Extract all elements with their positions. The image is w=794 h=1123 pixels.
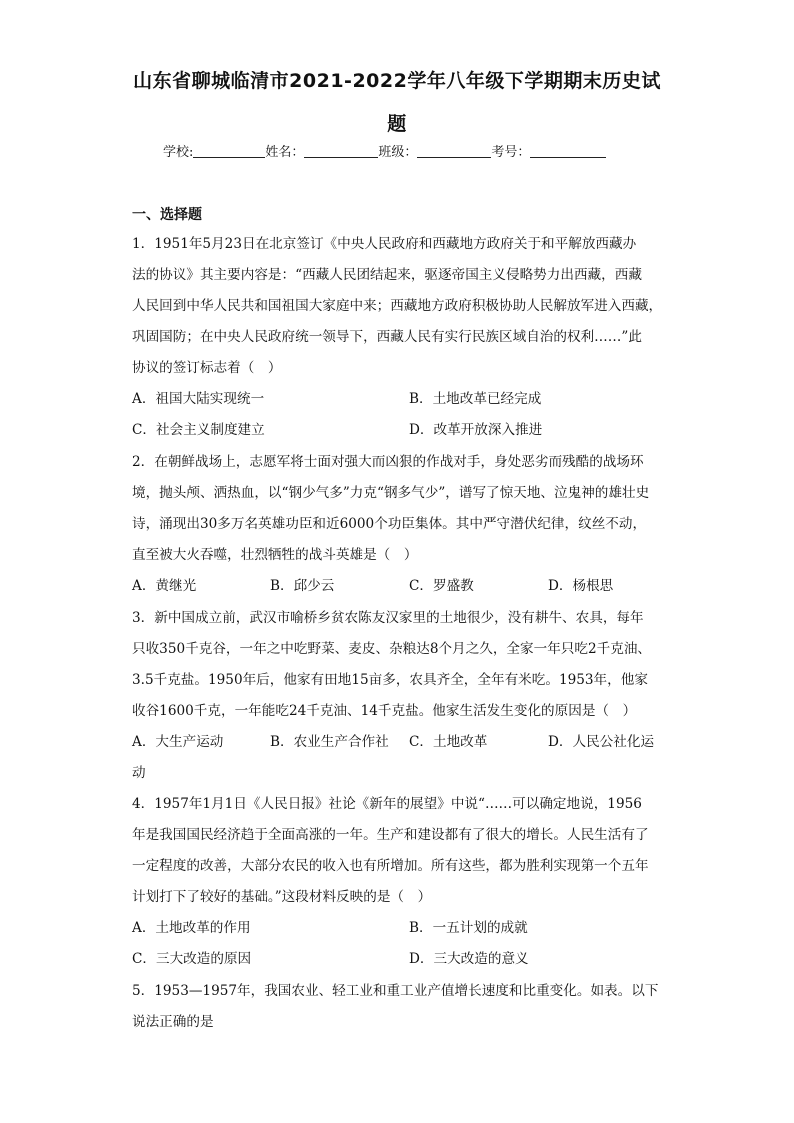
option-c[interactable]: C．三大改造的原因 [132, 951, 252, 967]
option-a[interactable]: A．祖国大陆实现统一 [132, 391, 265, 407]
question-3 [132, 603, 667, 727]
question-4-options-row-2 [132, 944, 692, 975]
option-d[interactable]: D．三大改造的意义 [409, 951, 529, 967]
option-a[interactable]: A．大生产运动 [132, 734, 224, 750]
question-line: 巩固国防；在中央人民政府统一领导下，西藏人民有实行民族区域自治的权利……”此 [132, 329, 642, 345]
section-heading: 一、选择题 [132, 207, 202, 223]
question-line: 只收350千克谷，一年之中吃野菜、麦皮、杂粮达8个月之久，全家一年只吃2千克油、 [132, 641, 652, 657]
question-line: 1．1951年5月23日在北京签订《中央人民政府和西藏地方政府关于和平解放西藏办 [132, 236, 637, 252]
school-label: 学校: [163, 145, 194, 160]
option-b[interactable]: B．土地改革已经完成 [409, 391, 542, 407]
exam-number-label: 考号： [491, 145, 531, 160]
question-line: 5．1953—1957年，我国农业、轻工业和重工业产值增长速度和比重变化。如表。以下 [132, 983, 659, 999]
question-2-options [132, 571, 692, 602]
question-line: 计划打下了较好的基础。”这段材料反映的是（ ） [132, 889, 432, 905]
option-a[interactable]: A．土地改革的作用 [132, 920, 251, 936]
question-1-options-row-2 [132, 415, 692, 446]
question-line: 诗，涌现出30多万名英雄功臣和近6000个功臣集体。其中严守潜伏纪律，纹丝不动， [132, 516, 647, 532]
question-line: 直至被大火吞噬，壮烈牺牲的战斗英雄是（ ） [132, 547, 418, 563]
question-line: 3．新中国成立前，武汉市喻桥乡贫农陈友汉家里的土地很少，没有耕牛、农具，每年 [132, 610, 644, 626]
question-3-options [132, 727, 692, 758]
option-b[interactable]: B．邱少云 [270, 578, 335, 594]
question-line: 一定程度的改善，大部分农民的收入也有所增加。所有这些，都为胜利实现第一个五年 [132, 858, 649, 874]
option-c[interactable]: C．土地改革 [409, 734, 488, 750]
student-info-row [163, 143, 606, 163]
option-d[interactable]: D．人民公社化运 [548, 734, 655, 750]
option-c[interactable]: C．罗盛教 [409, 578, 474, 594]
question-line: 人民回到中华人民共和国祖国大家庭中来；西藏地方政府积极协助人民解放军进入西藏， [132, 298, 663, 314]
question-line: 3.5千克盐。1950年后，他家有田地15亩多，农具齐全，全年有米吃。1953年，他家 [132, 672, 648, 688]
question-line: 年是我国国民经济趋于全面高涨的一年。生产和建设都有了很大的增长。人民生活有了 [132, 827, 649, 843]
question-line: 协议的签订标志着（ ） [132, 360, 282, 376]
question-5 [132, 976, 667, 1038]
question-4 [132, 789, 667, 913]
question-1-options-row-1 [132, 384, 692, 415]
option-d[interactable]: D．杨根思 [548, 578, 614, 594]
question-4-options-row-1 [132, 913, 692, 944]
exam-number-blank[interactable] [530, 143, 606, 158]
question-1 [132, 229, 667, 384]
question-3-option-wrap [132, 758, 692, 789]
name-label: 姓名： [265, 145, 305, 160]
class-blank[interactable] [417, 143, 491, 158]
exam-title-line-2: 题 [387, 113, 407, 135]
name-blank[interactable] [304, 143, 378, 158]
question-line: 2．在朝鲜战场上，志愿军将士面对强大而凶狠的作战对手，身处恶劣而残酷的战场环 [132, 454, 644, 470]
class-label: 班级： [378, 145, 418, 160]
exam-title-line-1: 山东省聊城临清市2021-2022学年八年级下学期期末历史试 [133, 70, 661, 92]
option-b[interactable]: B．一五计划的成就 [409, 920, 528, 936]
option-d[interactable]: D．改革开放深入推进 [409, 422, 543, 438]
option-b[interactable]: B．农业生产合作社 [270, 734, 389, 750]
option-a[interactable]: A．黄继光 [132, 578, 197, 594]
question-line: 法的协议》其主要内容是：“西藏人民团结起来，驱逐帝国主义侵略势力出西藏，西藏 [132, 267, 642, 283]
question-line: 4．1957年1月1日《人民日报》社论《新年的展望》中说“……可以确定地说，1956 [132, 796, 642, 812]
option-d-wrap: 动 [132, 765, 146, 781]
question-line: 境，抛头颅、洒热血，以“钢少气多”力克“钢多气少”，谱写了惊天地、泣鬼神的雄壮史 [132, 485, 650, 501]
question-line: 收谷1600千克，一年能吃24千克油、14千克盐。他家生活发生变化的原因是（ ） [132, 703, 637, 719]
option-c[interactable]: C．社会主义制度建立 [132, 422, 265, 438]
question-2 [132, 447, 667, 571]
school-blank[interactable] [193, 143, 265, 158]
question-line: 说法正确的是 [132, 1014, 214, 1030]
